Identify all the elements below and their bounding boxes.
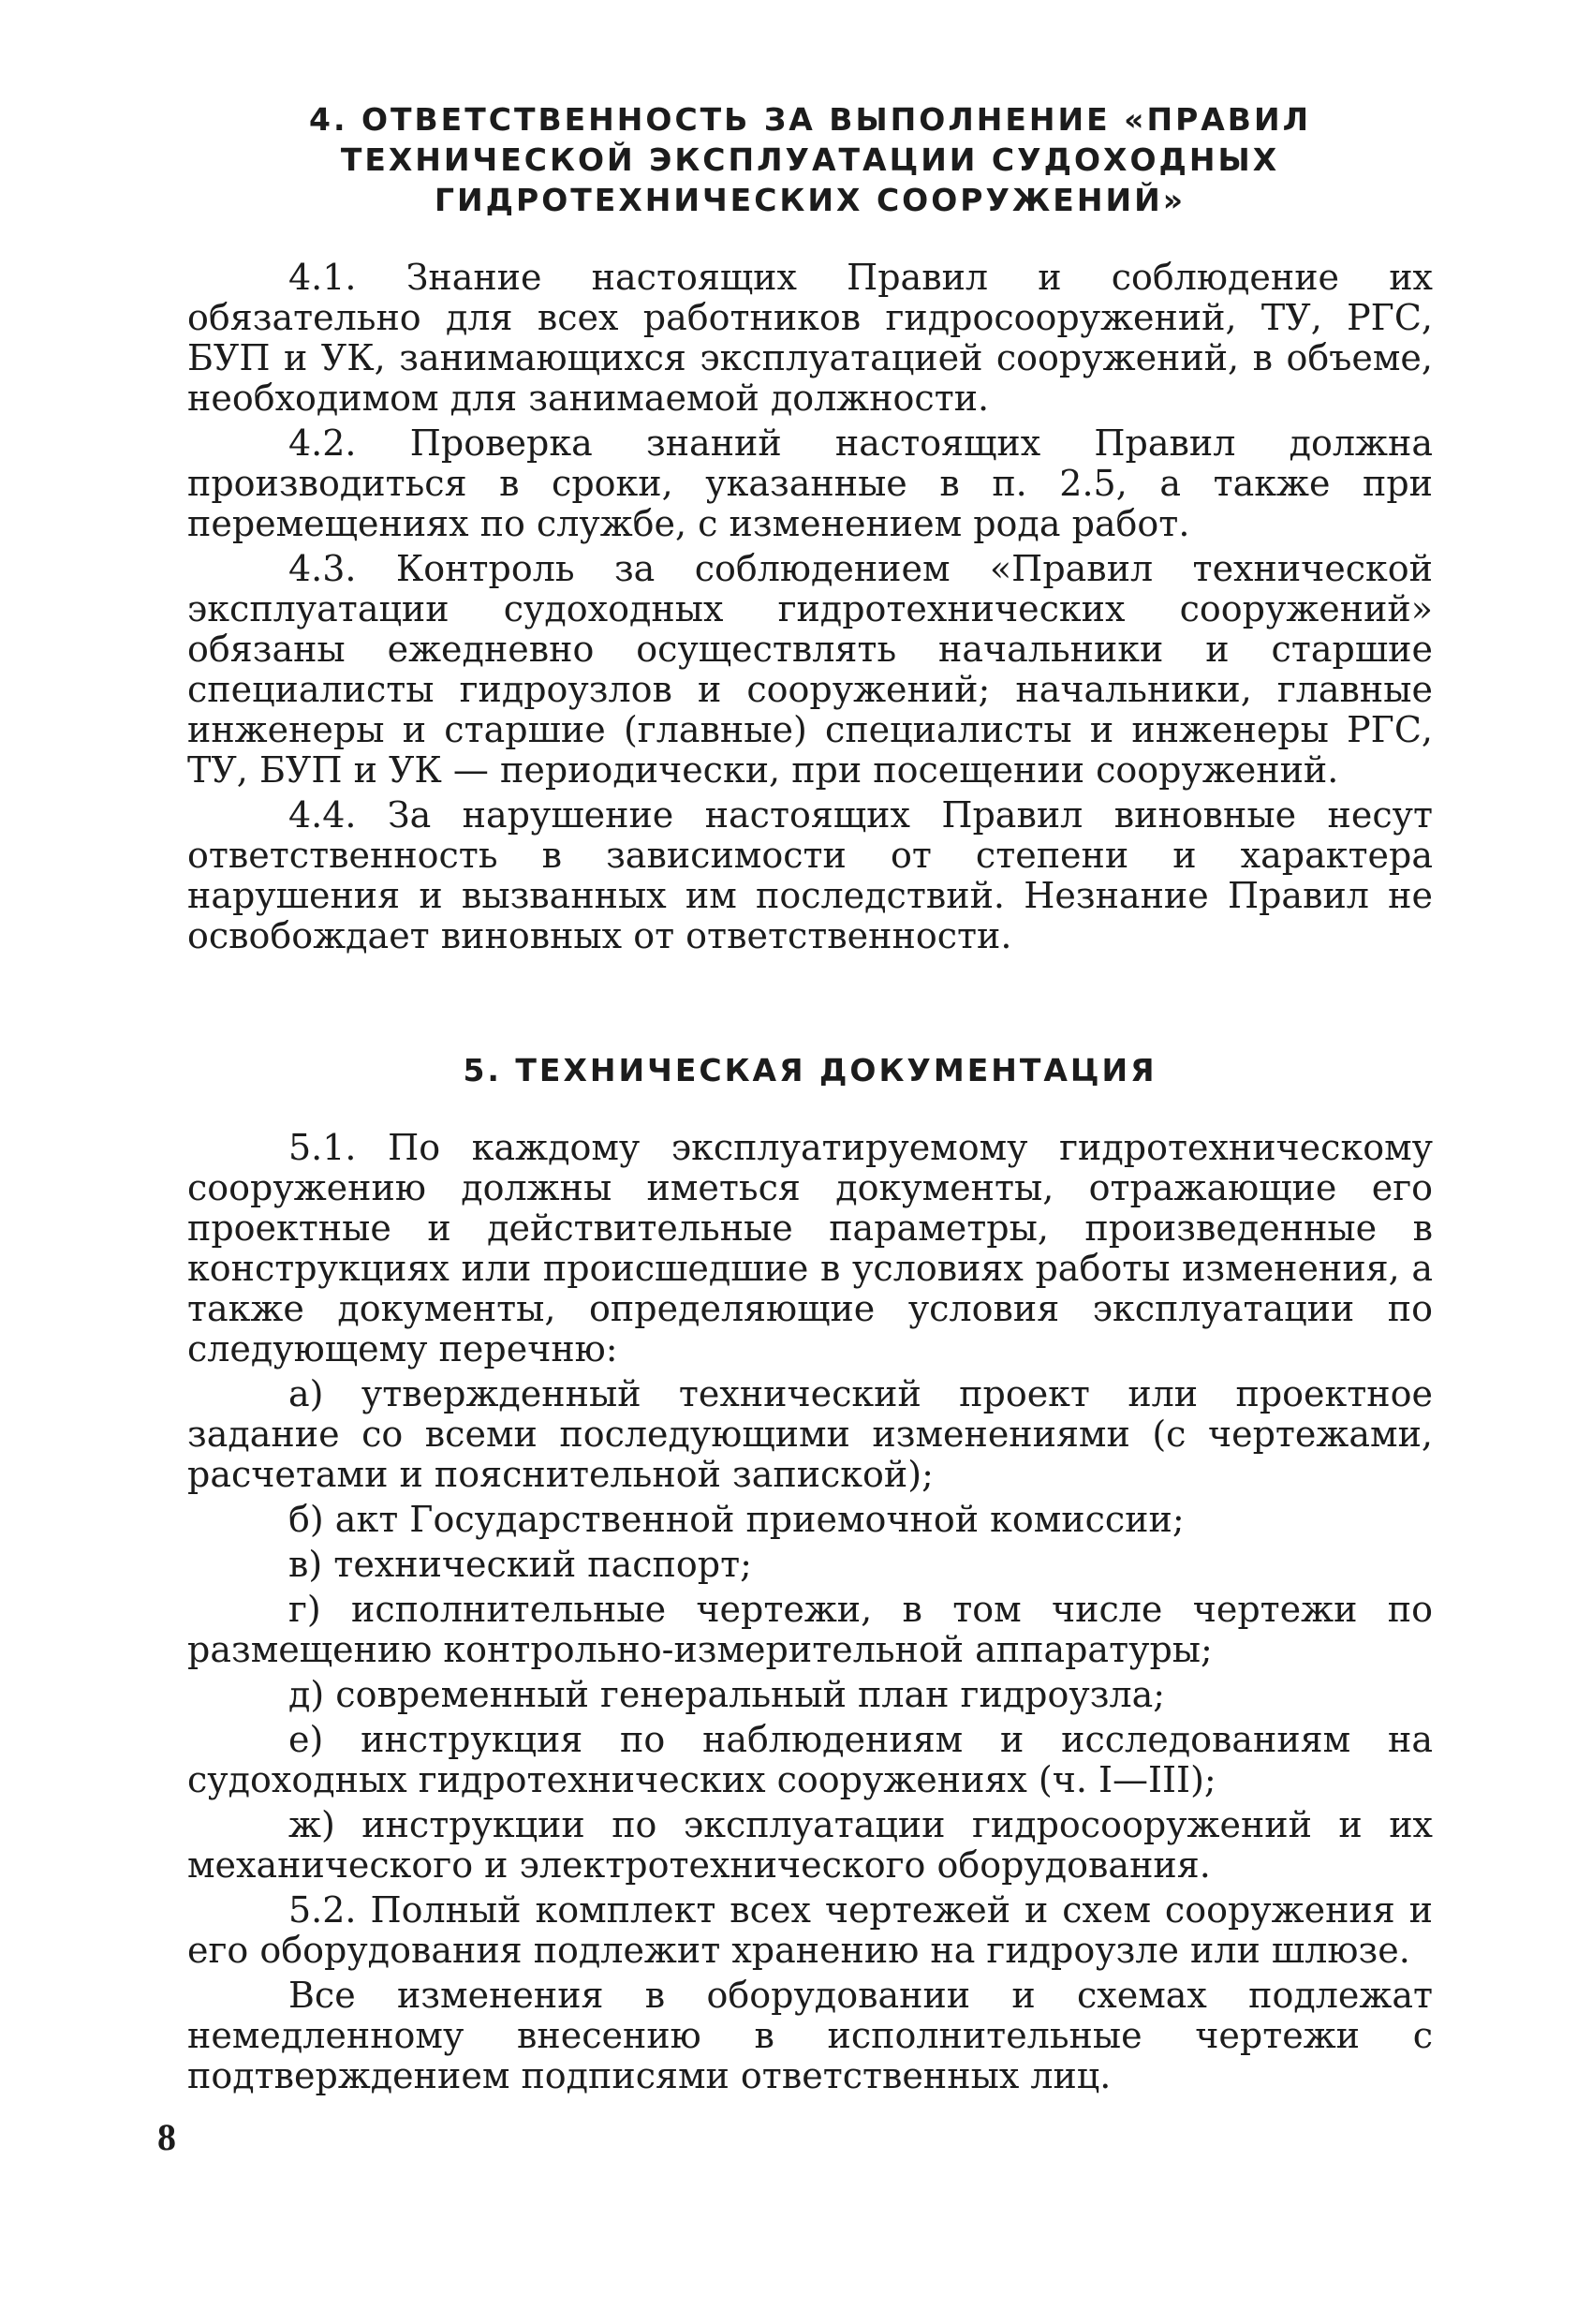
paragraph-4-4: 4.4. За нарушение настоящих Правил виновные несут ответственность в зависимости от степени и характера нарушения и вызванных им последствий. Незнание Правил не освобождает виновных от ответственности. bbox=[187, 794, 1433, 956]
paragraph-changes: Все изменения в оборудовании и схемах подлежат немедленному внесению в исполнительные чертежи с подтверждением подписями ответственных лиц. bbox=[187, 1975, 1433, 2096]
paragraph-4-1: 4.1. Знание настоящих Правил и соблюдение их обязательно для всех работников гидросооружений, ТУ, РГС, БУП и УК, занимающихся эксплуатацией сооружений, в объеме, необходимом для занимаемой должности. bbox=[187, 257, 1433, 419]
list-item: ж) инструкции по эксплуатации гидросооружений и их механического и электротехнического оборудования. bbox=[187, 1804, 1433, 1886]
list-item: б) акт Государственной приемочной комиссии; bbox=[288, 1499, 1185, 1540]
page-number: 8 bbox=[157, 2116, 176, 2158]
paragraph-4-2: 4.2. Проверка знаний настоящих Правил должна производиться в сроки, указанные в п. 2.5, а также при перемещениях по службе, с изменением рода работ. bbox=[187, 422, 1433, 544]
paragraph-4-3: 4.3. Контроль за соблюдением «Правил технической эксплуатации судоходных гидротехнических сооружений» обязаны ежедневно осуществлять начальники и старшие специалисты гидроузлов и сооружений; начальники, главные инженеры и старшие (главные) специалисты и инженеры РГС, ТУ, БУП и УК — периодически, при посещении сооружений. bbox=[187, 548, 1433, 791]
list-item: а) утвержденный технический проект или проектное задание со всеми последующими изменениями (с чертежами, расчетами и пояснительной запиской); bbox=[187, 1373, 1433, 1495]
list-item: в) технический паспорт; bbox=[288, 1544, 752, 1585]
section-4-title-line: ГИДРОТЕХНИЧЕСКИХ СООРУЖЕНИЙ» bbox=[434, 182, 1187, 218]
document-list bbox=[187, 1374, 1433, 1886]
page-content bbox=[187, 94, 1433, 2101]
section-4-title-line: ТЕХНИЧЕСКОЙ ЭКСПЛУАТАЦИИ СУДОХОДНЫХ bbox=[340, 141, 1280, 178]
section-5-heading: 5. ТЕХНИЧЕСКАЯ ДОКУМЕНТАЦИЯ bbox=[463, 1052, 1157, 1088]
section-4-heading bbox=[187, 99, 1433, 220]
section-4-title-line: 4. ОТВЕТСТВЕННОСТЬ ЗА ВЫПОЛНЕНИЕ «ПРАВИЛ bbox=[308, 101, 1311, 138]
paragraph-5-1: 5.1. По каждому эксплуатируемому гидротехническому сооружению должны иметься документы, отражающие его проектные и действительные параметры, произведенные в конструкциях или происшедшие в условиях работы изменения, а также документы, определяющие условия эксплуатации по следующему перечню: bbox=[187, 1127, 1433, 1369]
list-item: д) современный генеральный план гидроузла; bbox=[288, 1674, 1166, 1715]
paragraph-5-2: 5.2. Полный комплект всех чертежей и схем сооружения и его оборудования подлежит хранению на гидроузле или шлюзе. bbox=[187, 1889, 1433, 1971]
list-item: е) инструкция по наблюдениям и исследованиям на судоходных гидротехнических сооружениях (ч. I—III); bbox=[187, 1719, 1433, 1800]
list-item: г) исполнительные чертежи, в том числе чертежи по размещению контрольно-измерительной аппаратуры; bbox=[187, 1589, 1433, 1670]
